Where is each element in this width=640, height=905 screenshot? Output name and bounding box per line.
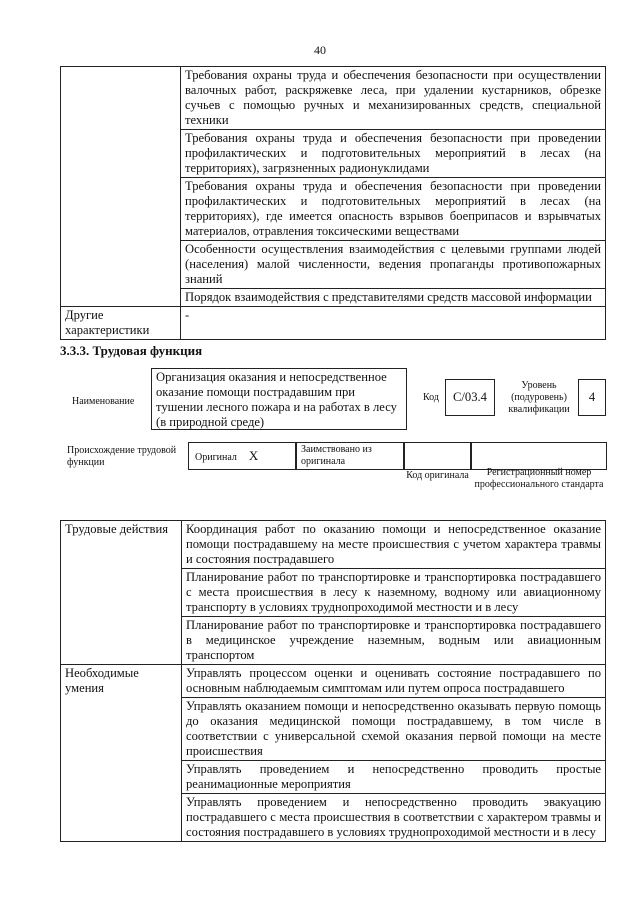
function-code-value: C/03.4 (445, 379, 495, 416)
knowledge-item: Порядок взаимодействия с представителями средств массовой информации (181, 289, 606, 307)
actions-label: Трудовые действия (61, 521, 182, 665)
reg-number-label: Регистрационный номер профессионального стандарта (474, 467, 604, 490)
skill-item: Управлять оказанием помощи и непосредственно оказывать первую помощь до оказания медицинской помощи пострадавшему, в том числе в соответствии с универсальной схемой оказания первой помощи на месте происшествия (182, 698, 606, 761)
original-cell (188, 442, 296, 470)
knowledge-item: Особенности осуществления взаимодействия с целевыми группами людей (населения) малой численности, ведения пропаганды противопожарных знаний (181, 241, 606, 289)
function-details-table (60, 520, 606, 842)
action-item: Планирование работ по транспортировке и транспортировка пострадавшего с места происшествия в лесу к наземному, водному или авиационному транспорту в условиях труднопроходимой местности и в лесу (182, 569, 606, 617)
action-item: Планирование работ по транспортировке и транспортировка пострадавшего в медицинское учреждение наземным, водным или авиационным транспортом (182, 617, 606, 665)
function-code-label: Код (423, 392, 439, 403)
other-characteristics-label: Другие характеристики (61, 307, 181, 340)
original-label: Оригинал (195, 452, 237, 463)
origin-code-cell (404, 442, 471, 470)
function-name-value: Организация оказания и непосредственное оказание помощи пострадавшим при тушении лесного пожара и на работах в лесу (в природной среде) (151, 368, 407, 430)
borrowed-label: Заимствовано из оригинала (296, 442, 404, 470)
skill-item: Управлять проведением и непосредственно проводить простые реанимационные мероприятия (182, 761, 606, 794)
skills-label: Необходимые умения (61, 665, 182, 842)
skill-item: Управлять процессом оценки и оценивать состояние пострадавшего по основным наблюдаемым симптомам или путем опроса пострадавшего (182, 665, 606, 698)
page-number: 40 (314, 43, 326, 57)
reg-number-cell (471, 442, 607, 470)
table-row (61, 307, 606, 340)
table-row (61, 67, 606, 130)
other-characteristics-value: - (181, 307, 606, 340)
knowledge-table-continuation (60, 66, 606, 340)
knowledge-item: Требования охраны труда и обеспечения безопасности при проведении профилактических и подготовительных мероприятий в лесах (на территориях), где имеется опасность взрывов боеприпасов и взрывчатых материалов, отравления токсическими веществами (181, 178, 606, 241)
function-name-label: Наименование (72, 396, 135, 407)
original-mark: X (248, 448, 259, 463)
knowledge-item: Требования охраны труда и обеспечения безопасности при осуществлении валочных работ, раскряжевке леса, при удалении кустарников, обрезке сучьев с помощью ручных и механизированных средств, специальной техники (181, 67, 606, 130)
row-label-cell (61, 67, 181, 307)
table-row (61, 665, 606, 698)
origin-label: Происхождение трудовой функции (67, 445, 177, 468)
table-row (61, 521, 606, 569)
knowledge-item: Требования охраны труда и обеспечения безопасности при проведении профилактических и подготовительных мероприятий в лесах (на территориях), загрязненных радионуклидами (181, 130, 606, 178)
origin-code-label: Код оригинала (406, 470, 469, 481)
qualification-level-label: Уровень (подуровень) квалификации (508, 380, 570, 415)
action-item: Координация работ по оказанию помощи и непосредственное оказание помощи пострадавшему на месте происшествия с учетом характера травмы и состояния пострадавшего (182, 521, 606, 569)
skill-item: Управлять проведением и непосредственно проводить эвакуацию пострадавшего с места происшествия в соответствии с характером травмы и состояния пострадавшего в условиях труднопроходимой местности и в лесу (182, 794, 606, 842)
section-heading: 3.3.3. Трудовая функция (60, 343, 203, 358)
qualification-level-value: 4 (578, 379, 606, 416)
